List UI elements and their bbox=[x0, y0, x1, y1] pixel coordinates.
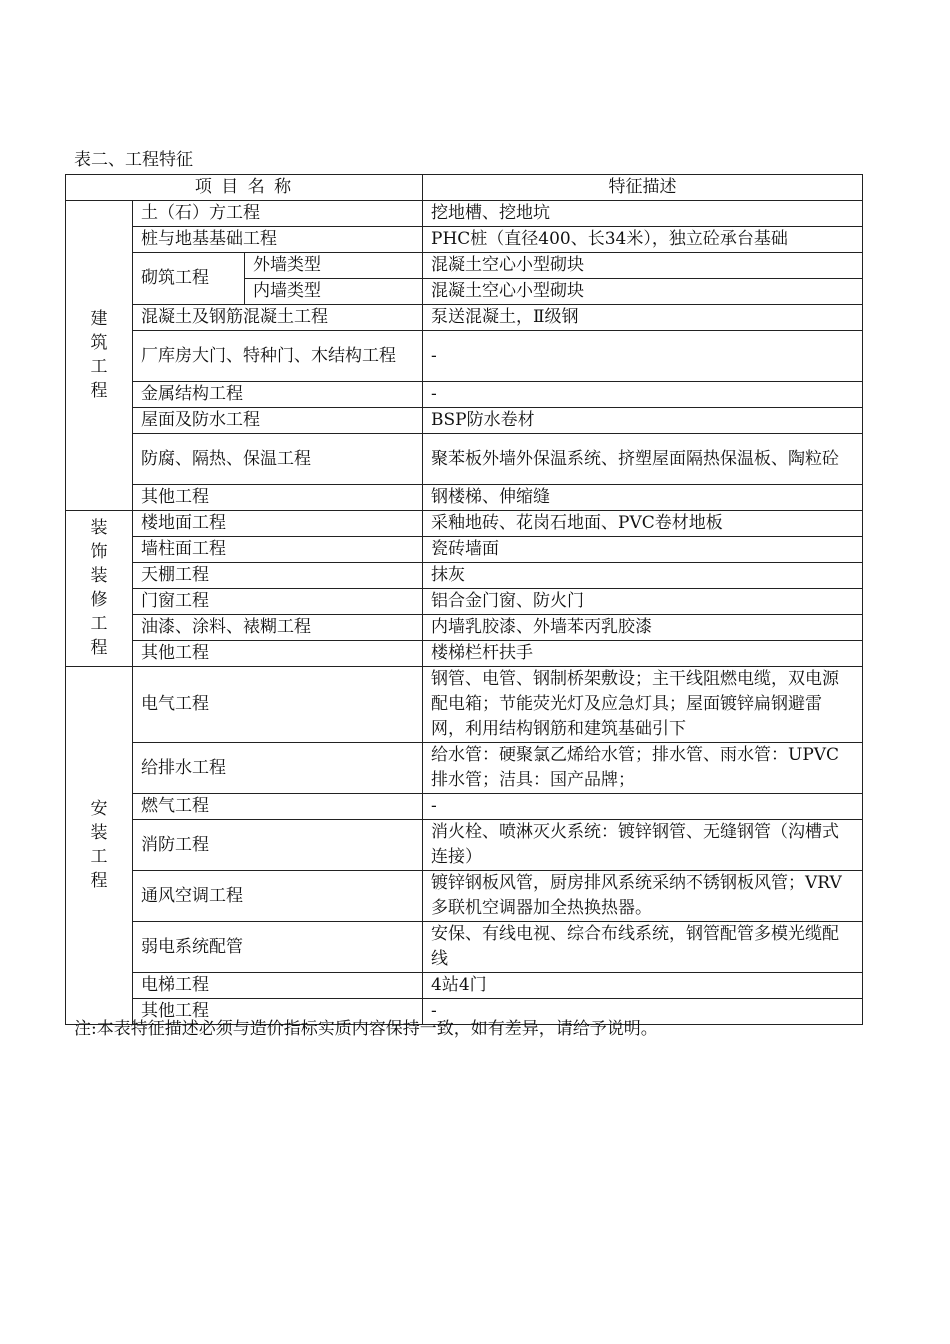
table-note: 注:本表特征描述必须与造价指标实质内容保持一致，如有差异，请给予说明。 bbox=[74, 1019, 658, 1039]
item-desc: 采釉地砖、花岗石地面、PVC卷材地板 bbox=[423, 511, 863, 537]
table-row bbox=[66, 820, 863, 871]
table-row bbox=[66, 253, 863, 279]
item-desc: 楼梯栏杆扶手 bbox=[423, 641, 863, 667]
feature-table bbox=[65, 174, 863, 1025]
table-row bbox=[66, 615, 863, 641]
table-row bbox=[66, 537, 863, 563]
item-name: 桩与地基基础工程 bbox=[133, 227, 423, 253]
table-row bbox=[66, 922, 863, 973]
table-row bbox=[66, 641, 863, 667]
header-item-name: 项 目 名 称 bbox=[66, 175, 423, 201]
item-desc: 钢楼梯、伸缩缝 bbox=[423, 485, 863, 511]
item-name: 屋面及防水工程 bbox=[133, 408, 423, 434]
table-row bbox=[66, 408, 863, 434]
table-row bbox=[66, 434, 863, 485]
item-desc: 抹灰 bbox=[423, 563, 863, 589]
category-label: 安装工程 bbox=[90, 799, 108, 891]
item-name: 通风空调工程 bbox=[133, 871, 423, 922]
item-desc: 钢管、电管、钢制桥架敷设；主干线阻燃电缆，双电源配电箱；节能荧光灯及应急灯具；屋面镀锌扁钢避雷网，利用结构钢筋和建筑基础引下 bbox=[423, 667, 863, 743]
category-anzhuang bbox=[66, 667, 133, 1025]
category-label: 装饰装修工程 bbox=[90, 518, 108, 658]
item-desc: 消火栓、喷淋灭火系统：镀锌钢管、无缝钢管（沟槽式连接） bbox=[423, 820, 863, 871]
item-name: 土（石）方工程 bbox=[133, 201, 423, 227]
item-name: 楼地面工程 bbox=[133, 511, 423, 537]
item-desc: 挖地槽、挖地坑 bbox=[423, 201, 863, 227]
item-name: 混凝土及钢筋混凝土工程 bbox=[133, 305, 423, 331]
item-name: 砌筑工程 bbox=[133, 253, 245, 305]
item-desc: - bbox=[423, 331, 863, 382]
item-subname: 内墙类型 bbox=[245, 279, 423, 305]
item-name: 门窗工程 bbox=[133, 589, 423, 615]
item-desc: - bbox=[423, 999, 863, 1025]
item-desc: 镀锌钢板风管，厨房排风系统采纳不锈钢板风管；VRV多联机空调器加全热换热器。 bbox=[423, 871, 863, 922]
item-desc: - bbox=[423, 382, 863, 408]
item-name: 墙柱面工程 bbox=[133, 537, 423, 563]
table-row bbox=[66, 743, 863, 794]
item-name: 电气工程 bbox=[133, 667, 423, 743]
item-desc: 瓷砖墙面 bbox=[423, 537, 863, 563]
item-name: 弱电系统配管 bbox=[133, 922, 423, 973]
item-name: 给排水工程 bbox=[133, 743, 423, 794]
item-subname: 外墙类型 bbox=[245, 253, 423, 279]
item-name: 其他工程 bbox=[133, 485, 423, 511]
item-name: 金属结构工程 bbox=[133, 382, 423, 408]
item-name: 燃气工程 bbox=[133, 794, 423, 820]
header-feature: 特征描述 bbox=[423, 175, 863, 201]
item-name: 其他工程 bbox=[133, 641, 423, 667]
table-row bbox=[66, 201, 863, 227]
table-row bbox=[66, 227, 863, 253]
item-desc: 安保、有线电视、综合布线系统，钢管配管多模光缆配线 bbox=[423, 922, 863, 973]
item-desc: 聚苯板外墙外保温系统、挤塑屋面隔热保温板、陶粒砼 bbox=[423, 434, 863, 485]
table-row bbox=[66, 589, 863, 615]
item-desc: 给水管：硬聚氯乙烯给水管；排水管、雨水管：UPVC排水管；洁具：国产品牌； bbox=[423, 743, 863, 794]
table-row bbox=[66, 563, 863, 589]
item-name: 厂库房大门、特种门、木结构工程 bbox=[133, 331, 423, 382]
item-name: 电梯工程 bbox=[133, 973, 423, 999]
table-row bbox=[66, 485, 863, 511]
table-header-row bbox=[66, 175, 863, 201]
table-row bbox=[66, 667, 863, 743]
category-zhuangshi bbox=[66, 511, 133, 667]
item-desc: 泵送混凝土，Ⅱ级钢 bbox=[423, 305, 863, 331]
item-desc: - bbox=[423, 794, 863, 820]
table-row bbox=[66, 331, 863, 382]
table-row bbox=[66, 794, 863, 820]
item-desc: 混凝土空心小型砌块 bbox=[423, 279, 863, 305]
item-name: 消防工程 bbox=[133, 820, 423, 871]
category-jianzhu bbox=[66, 201, 133, 511]
table-row bbox=[66, 382, 863, 408]
category-label: 建筑工程 bbox=[90, 309, 108, 401]
table-row bbox=[66, 511, 863, 537]
table-row bbox=[66, 871, 863, 922]
table-caption: 表二、工程特征 bbox=[74, 150, 193, 170]
item-desc: 铝合金门窗、防火门 bbox=[423, 589, 863, 615]
item-desc: BSP防水卷材 bbox=[423, 408, 863, 434]
item-desc: 4站4门 bbox=[423, 973, 863, 999]
table-row bbox=[66, 973, 863, 999]
item-desc: 内墙乳胶漆、外墙苯丙乳胶漆 bbox=[423, 615, 863, 641]
item-desc: PHC桩（直径400、长34米），独立砼承台基础 bbox=[423, 227, 863, 253]
item-desc: 混凝土空心小型砌块 bbox=[423, 253, 863, 279]
item-name: 油漆、涂料、裱糊工程 bbox=[133, 615, 423, 641]
table-row bbox=[66, 305, 863, 331]
item-name: 天棚工程 bbox=[133, 563, 423, 589]
item-name: 其他工程 bbox=[133, 999, 423, 1025]
item-name: 防腐、隔热、保温工程 bbox=[133, 434, 423, 485]
